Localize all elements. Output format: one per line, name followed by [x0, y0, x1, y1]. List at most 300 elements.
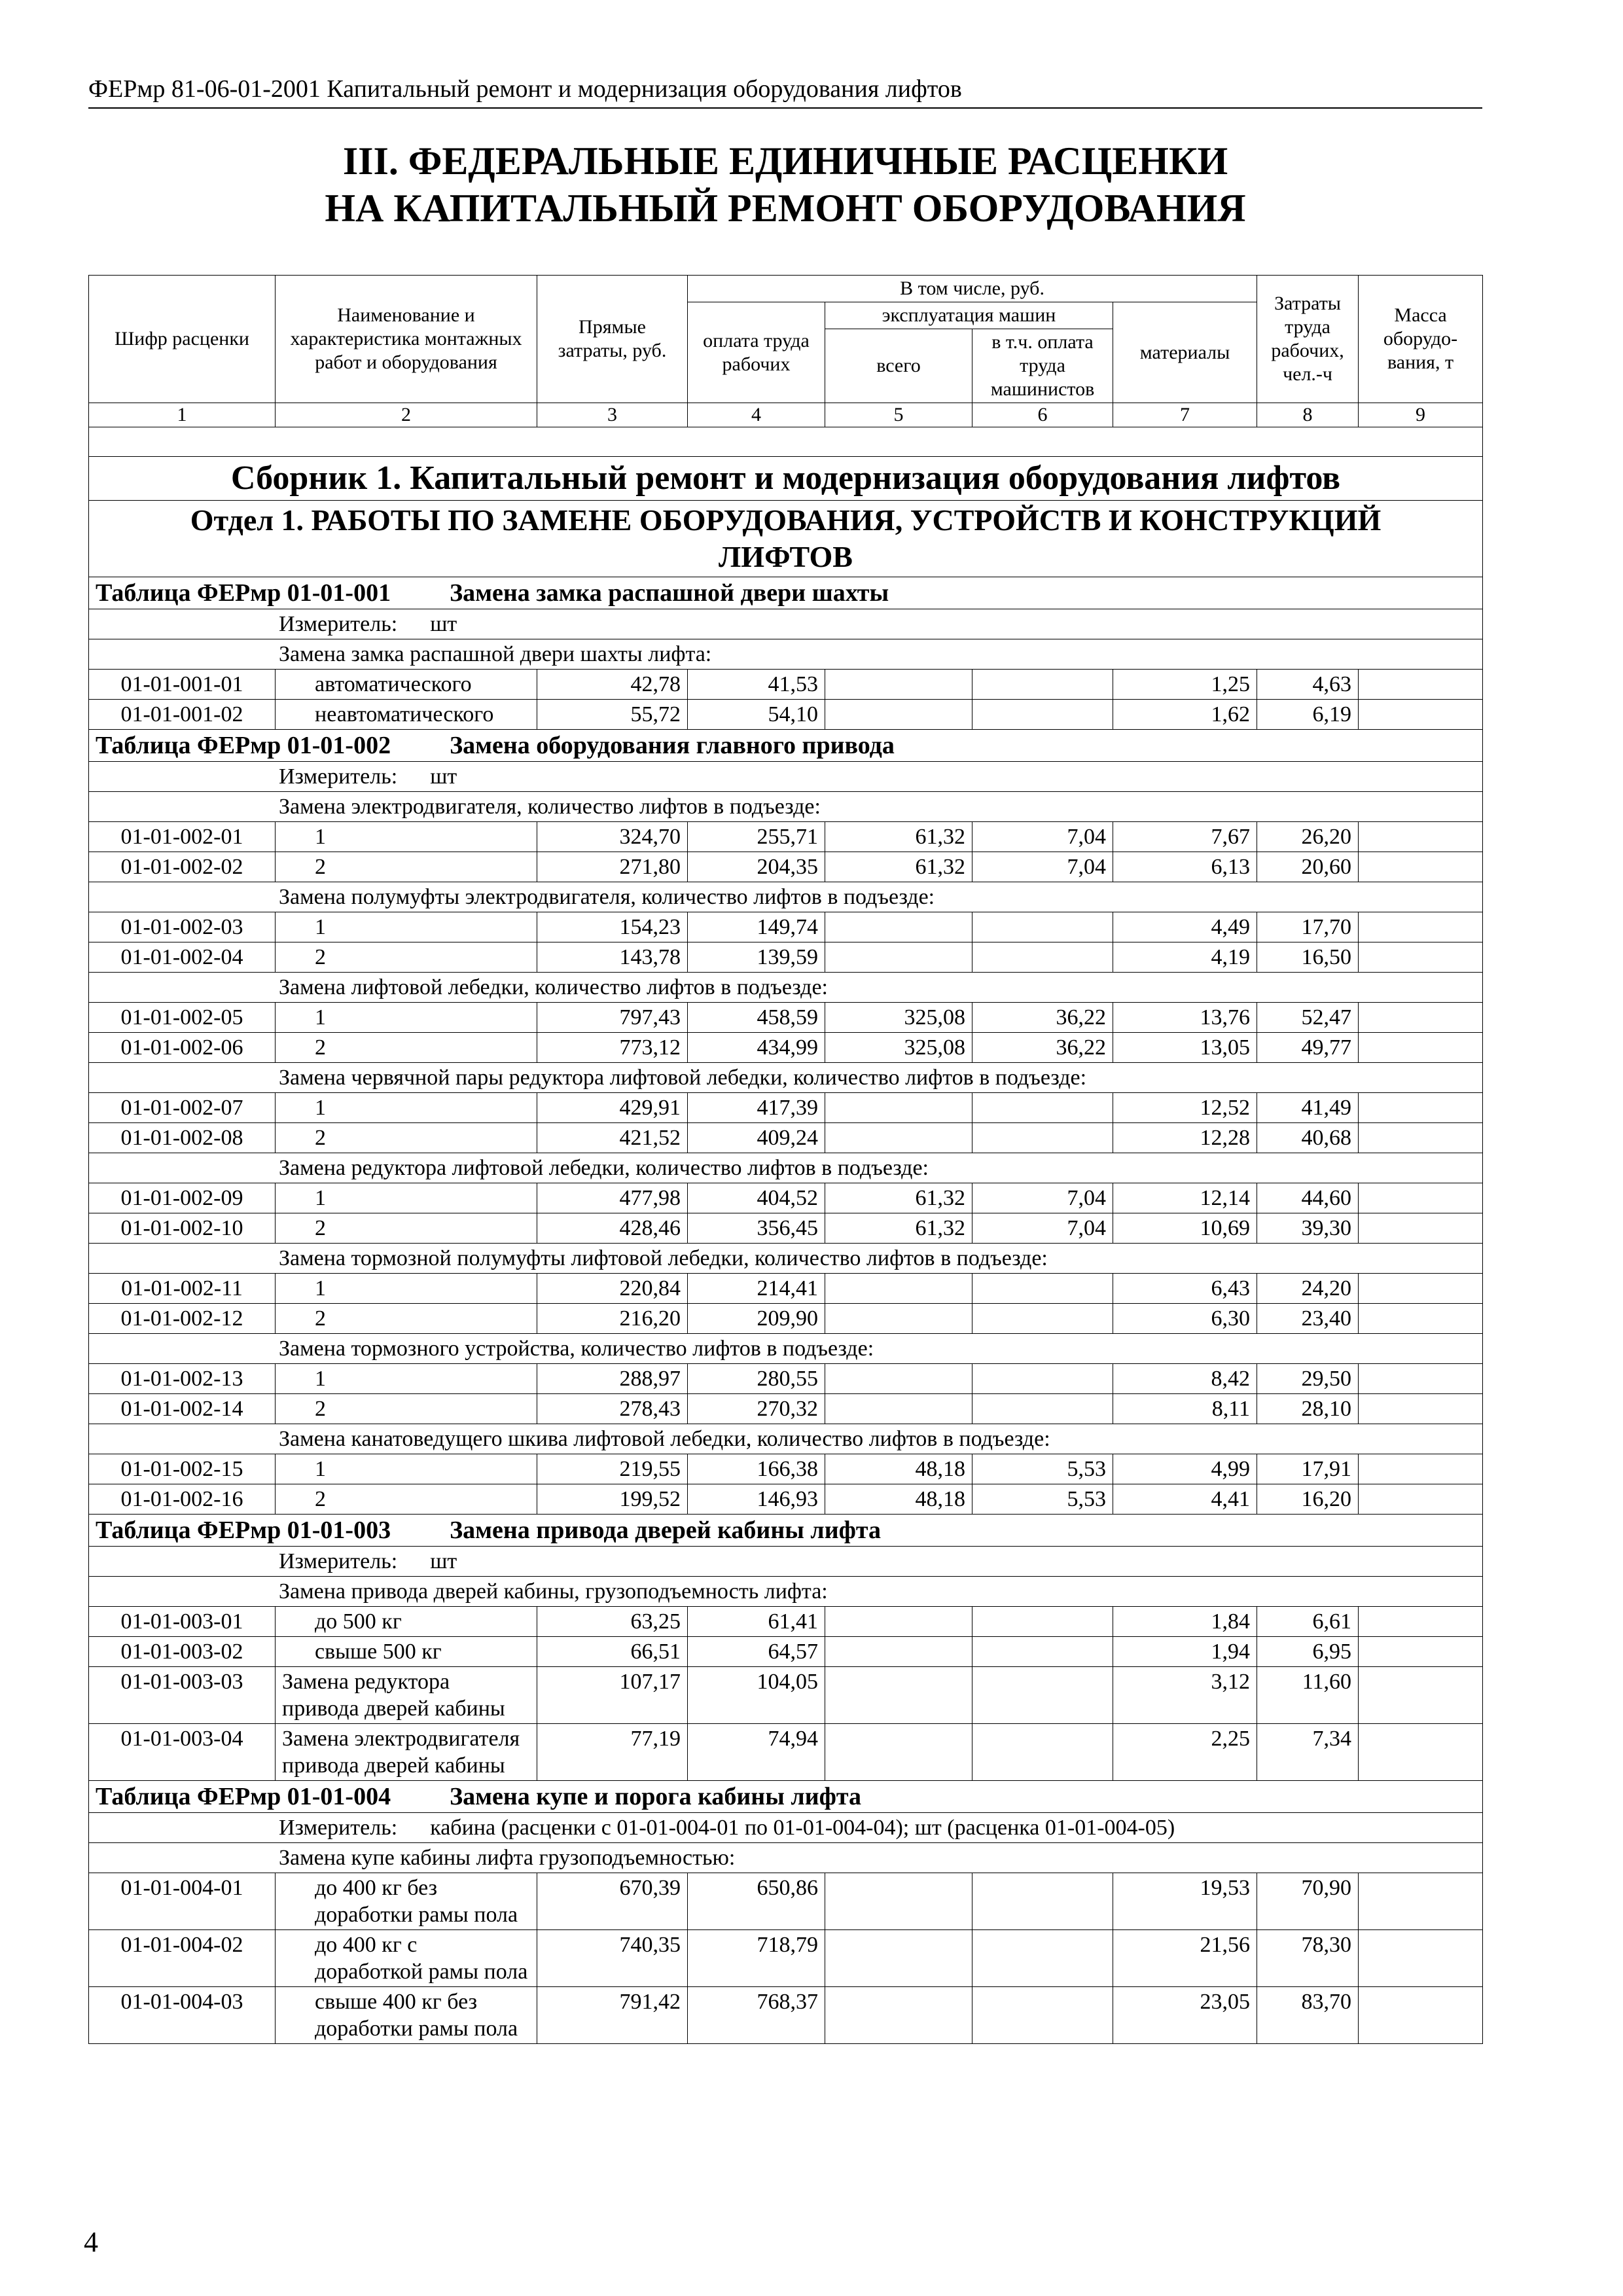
cell-code: 01-01-002-16 — [89, 1484, 276, 1515]
cell-labor-cost: 39,30 — [1257, 1213, 1359, 1244]
cell-name: 1 — [276, 1003, 537, 1033]
measure-cell — [89, 609, 1483, 639]
department-row — [89, 501, 1483, 577]
group-row — [89, 1334, 1483, 1364]
table-code: Таблица ФЕРмр 01-01-004 — [96, 1783, 391, 1810]
cell-mass — [1359, 1987, 1483, 2044]
group-title: Замена канатоведущего шкива лифтовой лебедки, количество лифтов в подъезде: — [89, 1424, 1483, 1454]
cell-materials: 1,62 — [1113, 700, 1257, 730]
cell-materials: 13,05 — [1113, 1033, 1257, 1063]
cell-code: 01-01-003-03 — [89, 1667, 276, 1724]
group-row — [89, 1063, 1483, 1093]
table-title-row — [89, 1515, 1483, 1547]
spacer-row — [89, 427, 1483, 457]
cell-machines-wages — [972, 1667, 1113, 1724]
cell-machines-total — [825, 1873, 972, 1930]
cell-name: Замена электродвигателя привода дверей кабины — [276, 1724, 537, 1781]
cell-labor: 434,99 — [688, 1033, 825, 1063]
cell-machines-total — [825, 700, 972, 730]
cell-code: 01-01-002-08 — [89, 1123, 276, 1153]
cell-labor-cost: 40,68 — [1257, 1123, 1359, 1153]
column-number: 2 — [276, 403, 537, 427]
cell-materials: 4,49 — [1113, 912, 1257, 942]
cell-mass — [1359, 1304, 1483, 1334]
cell-machines-wages — [972, 670, 1113, 700]
cell-labor-cost: 16,50 — [1257, 942, 1359, 973]
cell-labor-cost: 23,40 — [1257, 1304, 1359, 1334]
cell-direct: 271,80 — [537, 852, 688, 882]
cell-code: 01-01-004-01 — [89, 1873, 276, 1930]
cell-machines-total — [825, 942, 972, 973]
cell-materials: 21,56 — [1113, 1930, 1257, 1987]
cell-machines-total — [825, 670, 972, 700]
table-row — [89, 1033, 1483, 1063]
cell-materials: 12,52 — [1113, 1093, 1257, 1123]
cell-machines-total — [825, 1724, 972, 1781]
measure-row — [89, 1547, 1483, 1577]
cell-direct: 199,52 — [537, 1484, 688, 1515]
cell-direct: 773,12 — [537, 1033, 688, 1063]
table-row — [89, 1394, 1483, 1424]
department-title — [89, 501, 1483, 577]
cell-machines-total: 325,08 — [825, 1033, 972, 1063]
group-title: Замена купе кабины лифта грузоподъемностью: — [89, 1843, 1483, 1873]
cell-materials: 1,25 — [1113, 670, 1257, 700]
cell-code: 01-01-001-01 — [89, 670, 276, 700]
table-row — [89, 1003, 1483, 1033]
cell-name: 2 — [276, 1033, 537, 1063]
cell-labor: 209,90 — [688, 1304, 825, 1334]
cell-direct: 477,98 — [537, 1183, 688, 1213]
cell-machines-total — [825, 1123, 972, 1153]
cell-direct: 66,51 — [537, 1637, 688, 1667]
cell-mass — [1359, 1123, 1483, 1153]
cell-code: 01-01-002-07 — [89, 1093, 276, 1123]
cell-mass — [1359, 1093, 1483, 1123]
col-header-machines-total: всего — [825, 329, 972, 403]
measure-value: шт — [430, 1549, 457, 1573]
group-row — [89, 639, 1483, 670]
cell-machines-wages — [972, 1724, 1113, 1781]
section-title — [88, 137, 1482, 232]
cell-machines-wages — [972, 1304, 1113, 1334]
cell-machines-wages — [972, 1987, 1113, 2044]
cell-machines-total: 61,32 — [825, 822, 972, 852]
cell-name: свыше 500 кг — [276, 1637, 537, 1667]
cell-mass — [1359, 1637, 1483, 1667]
group-title: Замена замка распашной двери шахты лифта: — [89, 639, 1483, 670]
group-title: Замена полумуфты электродвигателя, количество лифтов в подъезде: — [89, 882, 1483, 912]
cell-code: 01-01-002-04 — [89, 942, 276, 973]
cell-labor: 356,45 — [688, 1213, 825, 1244]
cell-machines-wages — [972, 1930, 1113, 1987]
table-row — [89, 700, 1483, 730]
table-row — [89, 670, 1483, 700]
cell-machines-total: 325,08 — [825, 1003, 972, 1033]
cell-machines-total: 61,32 — [825, 1213, 972, 1244]
cell-machines-total — [825, 1667, 972, 1724]
cell-machines-wages — [972, 1364, 1113, 1394]
cell-labor-cost: 16,20 — [1257, 1484, 1359, 1515]
table-row — [89, 1873, 1483, 1930]
cell-name: 1 — [276, 822, 537, 852]
cell-labor: 650,86 — [688, 1873, 825, 1930]
cell-mass — [1359, 1930, 1483, 1987]
table-name: Замена привода дверей кабины лифта — [450, 1516, 882, 1544]
cell-mass — [1359, 1364, 1483, 1394]
department-title-line-2: ЛИФТОВ — [719, 540, 853, 573]
cell-machines-total — [825, 1394, 972, 1424]
table-row — [89, 1637, 1483, 1667]
table-row — [89, 1667, 1483, 1724]
cell-name: 2 — [276, 1123, 537, 1153]
cell-labor-cost: 4,63 — [1257, 670, 1359, 700]
group-row — [89, 973, 1483, 1003]
group-row — [89, 882, 1483, 912]
measure-label: Измеритель: — [279, 1549, 398, 1573]
cell-mass — [1359, 1394, 1483, 1424]
cell-direct: 324,70 — [537, 822, 688, 852]
cell-materials: 6,30 — [1113, 1304, 1257, 1334]
cell-materials: 1,94 — [1113, 1637, 1257, 1667]
column-number: 4 — [688, 403, 825, 427]
table-row — [89, 1093, 1483, 1123]
cell-machines-total: 61,32 — [825, 1183, 972, 1213]
cell-direct: 107,17 — [537, 1667, 688, 1724]
group-row — [89, 1843, 1483, 1873]
cell-machines-wages: 7,04 — [972, 852, 1113, 882]
cell-name: автоматического — [276, 670, 537, 700]
table-code: Таблица ФЕРмр 01-01-002 — [96, 732, 391, 759]
cell-code: 01-01-002-06 — [89, 1033, 276, 1063]
measure-row — [89, 1813, 1483, 1843]
cell-mass — [1359, 1003, 1483, 1033]
cell-direct: 797,43 — [537, 1003, 688, 1033]
col-header-incl: В том числе, руб. — [688, 276, 1257, 302]
measure-cell — [89, 762, 1483, 792]
cell-code: 01-01-004-03 — [89, 1987, 276, 2044]
col-header-machines: эксплуатация машин — [825, 302, 1113, 329]
cell-labor-cost: 52,47 — [1257, 1003, 1359, 1033]
column-number: 1 — [89, 403, 276, 427]
cell-code: 01-01-003-02 — [89, 1637, 276, 1667]
cell-labor-cost: 70,90 — [1257, 1873, 1359, 1930]
cell-name: свыше 400 кг без доработки рамы пола — [276, 1987, 537, 2044]
table-row — [89, 1930, 1483, 1987]
table-name: Замена замка распашной двери шахты — [450, 579, 889, 607]
cell-machines-total — [825, 1607, 972, 1637]
cell-mass — [1359, 1607, 1483, 1637]
cell-machines-wages: 7,04 — [972, 1213, 1113, 1244]
cell-labor-cost: 17,70 — [1257, 912, 1359, 942]
cell-direct: 278,43 — [537, 1394, 688, 1424]
cell-name: до 400 кг с доработкой рамы пола — [276, 1930, 537, 1987]
column-number: 9 — [1359, 403, 1483, 427]
cell-name: 1 — [276, 1183, 537, 1213]
cell-labor: 139,59 — [688, 942, 825, 973]
cell-name: 1 — [276, 912, 537, 942]
cell-labor-cost: 41,49 — [1257, 1093, 1359, 1123]
cell-materials: 1,84 — [1113, 1607, 1257, 1637]
cell-machines-total — [825, 1274, 972, 1304]
cell-labor-cost: 11,60 — [1257, 1667, 1359, 1724]
table-row — [89, 1123, 1483, 1153]
cell-materials: 6,13 — [1113, 852, 1257, 882]
cell-machines-wages — [972, 700, 1113, 730]
cell-mass — [1359, 1033, 1483, 1063]
cell-labor: 280,55 — [688, 1364, 825, 1394]
table-row — [89, 852, 1483, 882]
cell-machines-total — [825, 1637, 972, 1667]
cell-machines-wages: 7,04 — [972, 1183, 1113, 1213]
table-title-cell — [89, 577, 1483, 609]
cell-direct: 288,97 — [537, 1364, 688, 1394]
cell-materials: 19,53 — [1113, 1873, 1257, 1930]
cell-code: 01-01-002-13 — [89, 1364, 276, 1394]
cell-labor-cost: 6,95 — [1257, 1637, 1359, 1667]
cell-machines-total — [825, 912, 972, 942]
cell-name: 2 — [276, 1304, 537, 1334]
table-row — [89, 1987, 1483, 2044]
cell-direct: 220,84 — [537, 1274, 688, 1304]
cell-labor: 204,35 — [688, 852, 825, 882]
measure-label: Измеритель: — [279, 764, 398, 789]
cell-labor: 417,39 — [688, 1093, 825, 1123]
section-title-line-1: III. ФЕДЕРАЛЬНЫЕ ЕДИНИЧНЫЕ РАСЦЕНКИ — [342, 139, 1228, 183]
cell-mass — [1359, 1667, 1483, 1724]
cell-machines-total — [825, 1093, 972, 1123]
cell-materials: 7,67 — [1113, 822, 1257, 852]
table-title-row — [89, 1781, 1483, 1813]
measure-cell — [89, 1547, 1483, 1577]
cell-mass — [1359, 1454, 1483, 1484]
cell-materials: 6,43 — [1113, 1274, 1257, 1304]
cell-labor-cost: 28,10 — [1257, 1394, 1359, 1424]
col-header-labor: оплата труда рабочих — [688, 302, 825, 403]
collection-row — [89, 457, 1483, 501]
cell-mass — [1359, 1873, 1483, 1930]
column-number: 3 — [537, 403, 688, 427]
col-header-code: Шифр расценки — [89, 276, 276, 403]
table-body — [89, 427, 1483, 2044]
cell-mass — [1359, 1213, 1483, 1244]
cell-materials: 8,11 — [1113, 1394, 1257, 1424]
cell-labor-cost: 83,70 — [1257, 1987, 1359, 2044]
cell-code: 01-01-003-01 — [89, 1607, 276, 1637]
cell-machines-total: 48,18 — [825, 1484, 972, 1515]
measure-value: шт — [430, 764, 457, 789]
cell-machines-total — [825, 1987, 972, 2044]
cell-name: 2 — [276, 1484, 537, 1515]
group-title: Замена лифтовой лебедки, количество лифтов в подъезде: — [89, 973, 1483, 1003]
cell-code: 01-01-002-02 — [89, 852, 276, 882]
group-title: Замена тормозного устройства, количество лифтов в подъезде: — [89, 1334, 1483, 1364]
cell-labor: 54,10 — [688, 700, 825, 730]
cell-labor-cost: 17,91 — [1257, 1454, 1359, 1484]
measure-label: Измеритель: — [279, 1816, 398, 1840]
group-title: Замена привода дверей кабины, грузоподъемность лифта: — [89, 1577, 1483, 1607]
cell-direct: 428,46 — [537, 1213, 688, 1244]
table-row — [89, 1213, 1483, 1244]
group-row — [89, 1424, 1483, 1454]
table-row — [89, 1607, 1483, 1637]
cell-name: неавтоматического — [276, 700, 537, 730]
table-row — [89, 1454, 1483, 1484]
cell-name: Замена редуктора привода дверей кабины — [276, 1667, 537, 1724]
cell-machines-wages — [972, 1637, 1113, 1667]
cell-materials: 10,69 — [1113, 1213, 1257, 1244]
cell-labor-cost: 7,34 — [1257, 1724, 1359, 1781]
cell-name: 1 — [276, 1093, 537, 1123]
cell-labor: 166,38 — [688, 1454, 825, 1484]
table-code: Таблица ФЕРмр 01-01-001 — [96, 579, 391, 607]
cell-direct: 216,20 — [537, 1304, 688, 1334]
cell-name: 2 — [276, 1394, 537, 1424]
table-row — [89, 1484, 1483, 1515]
cell-labor: 404,52 — [688, 1183, 825, 1213]
section-title-line-2: НА КАПИТАЛЬНЫЙ РЕМОНТ ОБОРУДОВАНИЯ — [325, 187, 1246, 230]
col-header-direct: Прямые затраты, руб. — [537, 276, 688, 403]
cell-mass — [1359, 1484, 1483, 1515]
measure-value: шт — [430, 612, 457, 636]
group-title: Замена редуктора лифтовой лебедки, количество лифтов в подъезде: — [89, 1153, 1483, 1183]
cell-name: 1 — [276, 1274, 537, 1304]
cell-materials: 12,14 — [1113, 1183, 1257, 1213]
cell-labor-cost: 78,30 — [1257, 1930, 1359, 1987]
cell-machines-wages — [972, 1873, 1113, 1930]
cell-labor: 768,37 — [688, 1987, 825, 2044]
column-number: 7 — [1113, 403, 1257, 427]
cell-labor-cost: 6,19 — [1257, 700, 1359, 730]
table-name: Замена купе и порога кабины лифта — [450, 1783, 862, 1810]
cell-code: 01-01-002-15 — [89, 1454, 276, 1484]
rates-table — [88, 275, 1483, 2044]
cell-machines-wages — [972, 1123, 1113, 1153]
cell-machines-wages — [972, 1607, 1113, 1637]
cell-machines-wages: 5,53 — [972, 1454, 1113, 1484]
cell-machines-wages — [972, 1274, 1113, 1304]
cell-labor: 409,24 — [688, 1123, 825, 1153]
cell-materials: 4,19 — [1113, 942, 1257, 973]
cell-labor: 64,57 — [688, 1637, 825, 1667]
cell-direct: 154,23 — [537, 912, 688, 942]
measure-label: Измеритель: — [279, 612, 398, 636]
measure-row — [89, 762, 1483, 792]
table-row — [89, 912, 1483, 942]
cell-labor: 255,71 — [688, 822, 825, 852]
cell-direct: 63,25 — [537, 1607, 688, 1637]
department-title-line-1: Отдел 1. РАБОТЫ ПО ЗАМЕНЕ ОБОРУДОВАНИЯ, УСТРОЙСТВ И КОНСТРУКЦИЙ — [190, 503, 1382, 537]
table-header — [89, 276, 1483, 427]
cell-code: 01-01-004-02 — [89, 1930, 276, 1987]
cell-labor-cost: 49,77 — [1257, 1033, 1359, 1063]
cell-labor-cost: 26,20 — [1257, 822, 1359, 852]
cell-machines-wages — [972, 1093, 1113, 1123]
cell-direct: 219,55 — [537, 1454, 688, 1484]
group-row — [89, 792, 1483, 822]
cell-materials: 4,41 — [1113, 1484, 1257, 1515]
cell-labor-cost: 6,61 — [1257, 1607, 1359, 1637]
group-row — [89, 1244, 1483, 1274]
cell-labor: 74,94 — [688, 1724, 825, 1781]
cell-materials: 3,12 — [1113, 1667, 1257, 1724]
cell-name: 2 — [276, 942, 537, 973]
col-header-name: Наименование и характеристика монтажных работ и оборудования — [276, 276, 537, 403]
cell-labor: 61,41 — [688, 1607, 825, 1637]
col-header-machines-wages: в т.ч. оплата труда машинистов — [972, 329, 1113, 403]
cell-code: 01-01-002-09 — [89, 1183, 276, 1213]
table-row — [89, 1304, 1483, 1334]
cell-direct: 421,52 — [537, 1123, 688, 1153]
table-title-cell — [89, 1515, 1483, 1547]
table-title-cell — [89, 1781, 1483, 1813]
cell-name: 1 — [276, 1454, 537, 1484]
page-number: 4 — [84, 2226, 98, 2258]
cell-materials: 2,25 — [1113, 1724, 1257, 1781]
cell-code: 01-01-002-14 — [89, 1394, 276, 1424]
cell-mass — [1359, 942, 1483, 973]
cell-labor: 214,41 — [688, 1274, 825, 1304]
cell-labor: 104,05 — [688, 1667, 825, 1724]
table-row — [89, 1274, 1483, 1304]
cell-code: 01-01-003-04 — [89, 1724, 276, 1781]
cell-direct: 670,39 — [537, 1873, 688, 1930]
group-title: Замена электродвигателя, количество лифтов в подъезде: — [89, 792, 1483, 822]
table-row — [89, 1724, 1483, 1781]
cell-materials: 8,42 — [1113, 1364, 1257, 1394]
cell-mass — [1359, 1183, 1483, 1213]
cell-machines-wages: 36,22 — [972, 1003, 1113, 1033]
cell-mass — [1359, 912, 1483, 942]
cell-name: до 400 кг без доработки рамы пола — [276, 1873, 537, 1930]
group-row — [89, 1153, 1483, 1183]
column-number: 5 — [825, 403, 972, 427]
cell-machines-total — [825, 1364, 972, 1394]
measure-cell — [89, 1813, 1483, 1843]
cell-name: 2 — [276, 852, 537, 882]
cell-machines-total: 48,18 — [825, 1454, 972, 1484]
group-title: Замена тормозной полумуфты лифтовой лебедки, количество лифтов в подъезде: — [89, 1244, 1483, 1274]
cell-code: 01-01-002-12 — [89, 1304, 276, 1334]
cell-name: 1 — [276, 1364, 537, 1394]
table-title-row — [89, 577, 1483, 609]
cell-machines-total: 61,32 — [825, 852, 972, 882]
running-header: ФЕРмр 81-06-01-2001 Капитальный ремонт и модернизация оборудования лифтов — [88, 73, 1482, 109]
cell-machines-wages: 5,53 — [972, 1484, 1113, 1515]
cell-machines-wages — [972, 1394, 1113, 1424]
col-header-labor-cost: Затраты труда рабочих, чел.-ч — [1257, 276, 1359, 403]
group-title: Замена червячной пары редуктора лифтовой лебедки, количество лифтов в подъезде: — [89, 1063, 1483, 1093]
cell-mass — [1359, 700, 1483, 730]
cell-direct: 143,78 — [537, 942, 688, 973]
group-row — [89, 1577, 1483, 1607]
table-code: Таблица ФЕРмр 01-01-003 — [96, 1516, 391, 1544]
cell-direct: 791,42 — [537, 1987, 688, 2044]
table-row — [89, 942, 1483, 973]
cell-code: 01-01-002-11 — [89, 1274, 276, 1304]
cell-mass — [1359, 852, 1483, 882]
cell-mass — [1359, 1274, 1483, 1304]
table-row — [89, 822, 1483, 852]
cell-mass — [1359, 670, 1483, 700]
cell-labor: 146,93 — [688, 1484, 825, 1515]
cell-direct: 77,19 — [537, 1724, 688, 1781]
cell-direct: 55,72 — [537, 700, 688, 730]
column-number: 6 — [972, 403, 1113, 427]
cell-labor-cost: 20,60 — [1257, 852, 1359, 882]
cell-machines-wages: 7,04 — [972, 822, 1113, 852]
cell-labor: 458,59 — [688, 1003, 825, 1033]
